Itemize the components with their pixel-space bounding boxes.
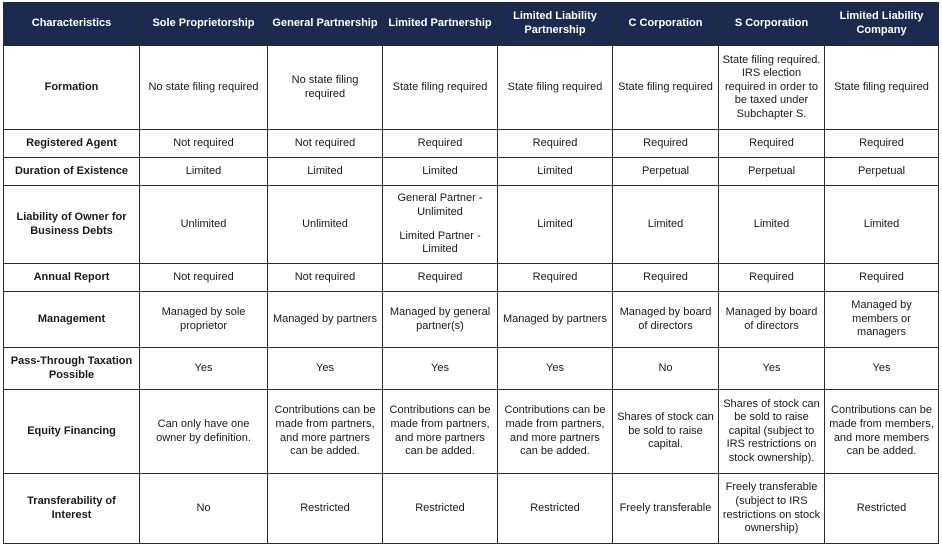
- cell-formation-limited-liability-company: State filing required: [825, 46, 939, 130]
- cell-management-sole-proprietorship: Managed by sole proprietor: [140, 292, 268, 348]
- table-row-management: [4, 292, 939, 348]
- header-characteristics: Characteristics: [4, 3, 140, 46]
- cell-annual-report-limited-partnership: Required: [383, 264, 498, 292]
- table-row-registered-agent: [4, 130, 939, 158]
- row-label-duration-of-existence: Duration of Existence: [4, 158, 140, 186]
- table-header: [4, 3, 939, 46]
- cell-transferability-of-interest-limited-liability-company: Restricted: [825, 474, 939, 544]
- cell-transferability-of-interest-limited-partnership: Restricted: [383, 474, 498, 544]
- cell-equity-financing-limited-liability-company: Contributions can be made from members, and more members can be added.: [825, 390, 939, 474]
- cell-pass-through-taxation-limited-liability-company: Yes: [825, 348, 939, 390]
- header-limited-liability-company: Limited Liability Company: [825, 3, 939, 46]
- cell-management-limited-liability-partnership: Managed by partners: [498, 292, 613, 348]
- row-label-annual-report: Annual Report: [4, 264, 140, 292]
- cell-pass-through-taxation-general-partnership: Yes: [268, 348, 383, 390]
- cell-pass-through-taxation-limited-partnership: Yes: [383, 348, 498, 390]
- cell-liability-of-owner-general-partnership: Unlimited: [268, 186, 383, 264]
- cell-liability-of-owner-limited-partnership: [383, 186, 498, 264]
- header-limited-partnership: Limited Partnership: [383, 3, 498, 46]
- header-c-corporation: C Corporation: [613, 3, 719, 46]
- header-limited-liability-partnership: Limited Liability Partnership: [498, 3, 613, 46]
- table-row-formation: [4, 46, 939, 130]
- cell-management-c-corporation: Managed by board of directors: [613, 292, 719, 348]
- table-row-duration-of-existence: [4, 158, 939, 186]
- cell-management-s-corporation: Managed by board of directors: [719, 292, 825, 348]
- cell-equity-financing-sole-proprietorship: Can only have one owner by definition.: [140, 390, 268, 474]
- table-row-annual-report: [4, 264, 939, 292]
- cell-duration-of-existence-sole-proprietorship: Limited: [140, 158, 268, 186]
- cell-equity-financing-s-corporation: Shares of stock can be sold to raise capital (subject to IRS restrictions on stock ownership).: [719, 390, 825, 474]
- cell-formation-c-corporation: State filing required: [613, 46, 719, 130]
- header-sole-proprietorship: Sole Proprietorship: [140, 3, 268, 46]
- cell-transferability-of-interest-s-corporation: Freely transferable (subject to IRS restrictions on stock ownership): [719, 474, 825, 544]
- cell-annual-report-limited-liability-company: Required: [825, 264, 939, 292]
- cell-annual-report-c-corporation: Required: [613, 264, 719, 292]
- row-label-management: Management: [4, 292, 140, 348]
- cell-annual-report-s-corporation: Required: [719, 264, 825, 292]
- cell-transferability-of-interest-general-partnership: Restricted: [268, 474, 383, 544]
- cell-formation-general-partnership: No state filing required: [268, 46, 383, 130]
- header-general-partnership: General Partnership: [268, 3, 383, 46]
- cell-liability-of-owner-sole-proprietorship: Unlimited: [140, 186, 268, 264]
- table-row-liability-of-owner: [4, 186, 939, 264]
- cell-liability-of-owner-limited-liability-partnership: Limited: [498, 186, 613, 264]
- cell-equity-financing-general-partnership: Contributions can be made from partners, and more partners can be added.: [268, 390, 383, 474]
- cell-registered-agent-limited-partnership: Required: [383, 130, 498, 158]
- cell-formation-limited-liability-partnership: State filing required: [498, 46, 613, 130]
- cell-registered-agent-general-partnership: Not required: [268, 130, 383, 158]
- cell-registered-agent-limited-liability-partnership: Required: [498, 130, 613, 158]
- cell-formation-s-corporation: State filing required. IRS election required in order to be taxed under Subchapter S.: [719, 46, 825, 130]
- cell-transferability-of-interest-sole-proprietorship: No: [140, 474, 268, 544]
- cell-liability-of-owner-s-corporation: Limited: [719, 186, 825, 264]
- table-body: [4, 46, 939, 544]
- cell-registered-agent-c-corporation: Required: [613, 130, 719, 158]
- cell-duration-of-existence-s-corporation: Perpetual: [719, 158, 825, 186]
- cell-duration-of-existence-c-corporation: Perpetual: [613, 158, 719, 186]
- row-label-registered-agent: Registered Agent: [4, 130, 140, 158]
- cell-management-limited-liability-company: Managed by members or managers: [825, 292, 939, 348]
- row-label-pass-through-taxation: Pass-Through Taxation Possible: [4, 348, 140, 390]
- row-label-formation: Formation: [4, 46, 140, 130]
- cell-formation-limited-partnership: State filing required: [383, 46, 498, 130]
- cell-paragraph: General Partner - Unlimited: [397, 192, 483, 218]
- cell-equity-financing-c-corporation: Shares of stock can be sold to raise capital.: [613, 390, 719, 474]
- cell-annual-report-limited-liability-partnership: Required: [498, 264, 613, 292]
- cell-liability-of-owner-limited-liability-company: Limited: [825, 186, 939, 264]
- cell-annual-report-sole-proprietorship: Not required: [140, 264, 268, 292]
- cell-duration-of-existence-limited-liability-partnership: Limited: [498, 158, 613, 186]
- table-row-transferability-of-interest: [4, 474, 939, 544]
- header-s-corporation: S Corporation: [719, 3, 825, 46]
- cell-duration-of-existence-limited-partnership: Limited: [383, 158, 498, 186]
- cell-equity-financing-limited-partnership: Contributions can be made from partners, and more partners can be added.: [383, 390, 498, 474]
- cell-registered-agent-sole-proprietorship: Not required: [140, 130, 268, 158]
- cell-pass-through-taxation-c-corporation: No: [613, 348, 719, 390]
- cell-duration-of-existence-limited-liability-company: Perpetual: [825, 158, 939, 186]
- cell-pass-through-taxation-limited-liability-partnership: Yes: [498, 348, 613, 390]
- row-label-equity-financing: Equity Financing: [4, 390, 140, 474]
- cell-formation-sole-proprietorship: No state filing required: [140, 46, 268, 130]
- cell-management-limited-partnership: Managed by general partner(s): [383, 292, 498, 348]
- cell-pass-through-taxation-sole-proprietorship: Yes: [140, 348, 268, 390]
- cell-duration-of-existence-general-partnership: Limited: [268, 158, 383, 186]
- cell-annual-report-general-partnership: Not required: [268, 264, 383, 292]
- comparison-table-container: [3, 2, 938, 544]
- cell-pass-through-taxation-s-corporation: Yes: [719, 348, 825, 390]
- cell-equity-financing-limited-liability-partnership: Contributions can be made from partners, and more partners can be added.: [498, 390, 613, 474]
- cell-transferability-of-interest-limited-liability-partnership: Restricted: [498, 474, 613, 544]
- cell-liability-of-owner-c-corporation: Limited: [613, 186, 719, 264]
- cell-paragraph: Limited Partner - Limited: [399, 229, 481, 256]
- row-label-transferability-of-interest: Transferability of Interest: [4, 474, 140, 544]
- cell-transferability-of-interest-c-corporation: Freely transferable: [613, 474, 719, 544]
- cell-registered-agent-s-corporation: Required: [719, 130, 825, 158]
- table-row-equity-financing: [4, 390, 939, 474]
- cell-management-general-partnership: Managed by partners: [268, 292, 383, 348]
- table-row-pass-through-taxation: [4, 348, 939, 390]
- row-label-liability-of-owner: Liability of Owner for Business Debts: [4, 186, 140, 264]
- cell-registered-agent-limited-liability-company: Required: [825, 130, 939, 158]
- header-row: [4, 3, 939, 46]
- business-entity-comparison-table: [3, 2, 939, 544]
